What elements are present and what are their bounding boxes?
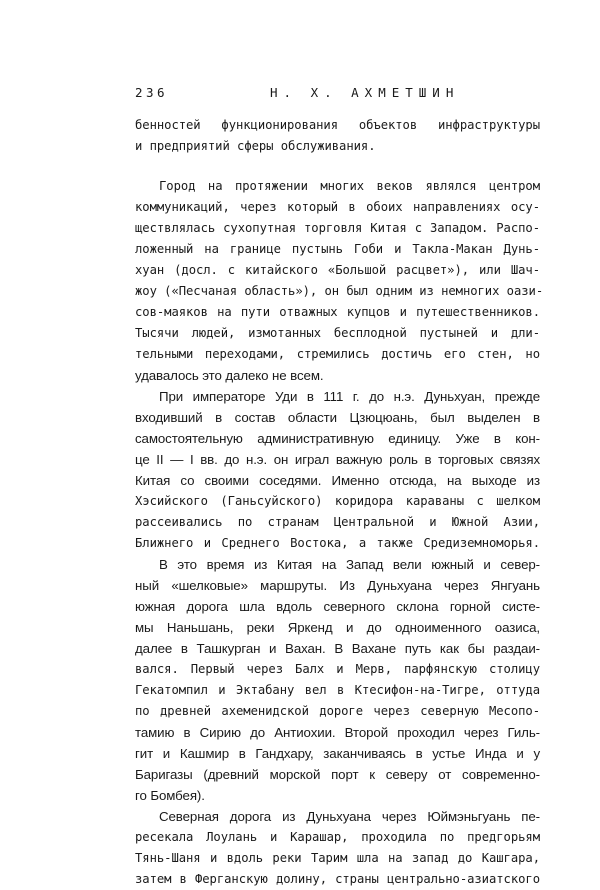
running-head-author: Н. Х. АХМЕТШИН (270, 85, 460, 100)
text-line: рассеивались по странам Центральной и Южной Азии, (135, 515, 540, 529)
text-line: далее в Ташкурган и Вахан. В Вахане путь как бы раздаи- (135, 641, 540, 656)
text-line: мы Наньшань, реки Яркенд и до одноименного оазиса, (135, 620, 540, 635)
text-line: по древней ахеменидской дороге через северную Месопо- (135, 704, 540, 718)
text-line: Гекатомпил и Эктабану вел в Ктесифон-на-Тигре, оттуда (135, 683, 540, 697)
paragraph (135, 554, 540, 806)
text-line: ложенный на границе пустынь Гоби и Такла-Макан Дунь- (135, 242, 540, 256)
text-line: ществлялась сухопутная торговля Китая с Западом. Распо- (135, 221, 540, 235)
text-line: ный «шелковые» маршруты. Из Дуньхуана через Янгуань (135, 578, 540, 593)
text-line: южная дорога шла вдоль северного склона горной систе- (135, 599, 540, 614)
text-line: ресекала Лоулань и Карашар, проходила по предгорьям (135, 830, 540, 844)
paragraph (135, 806, 540, 890)
text-line: Тысячи людей, измотанных бесплодной пустыней и дли- (135, 326, 540, 340)
text-line: го Бомбея). (135, 788, 205, 803)
text-line: гит и Кашмир в Гандхару, заканчиваясь в устье Инда и у (135, 746, 540, 761)
paragraph-continuation (135, 115, 540, 157)
text-line: жоу («Песчаная область»), он был одним из немногих оази- (135, 284, 544, 298)
text-line: Ближнего и Среднего Востока, а также Средиземноморья. (135, 536, 540, 550)
text-line: и предприятий сферы обслуживания. (135, 139, 376, 153)
text-line: входивший в состав области Цзюцюань, был выделен в (135, 410, 540, 425)
text-line: тельными переходами, стремились достичь его стен, но (135, 347, 540, 361)
text-line: Город на протяжении многих веков являлся центром (159, 179, 540, 193)
text-line: бенностей функционирования объектов инфраструктуры (135, 118, 540, 132)
text-line: тамию в Сирию до Антиохии. Второй проходил через Гиль- (135, 725, 540, 740)
text-line: це II — I вв. до н.э. он играл важную роль в торговых связях (135, 452, 540, 467)
text-line: самостоятельную административную единицу. Уже в кон- (135, 431, 540, 446)
text-line: При императоре Уди в 111 г. до н.э. Дуньхуан, прежде (159, 389, 540, 404)
text-line: Тянь-Шаня и вдоль реки Тарим шла на запад до Кашгара, (135, 851, 540, 865)
paragraph (135, 176, 544, 386)
text-line: хуан (досл. с китайского «Большой расцвет»), или Шач- (135, 263, 540, 277)
body-text (135, 115, 544, 890)
text-line: вался. Первый через Балх и Мерв, парфянскую столицу (135, 662, 540, 676)
paragraph-gap (135, 157, 540, 176)
text-line: Баригазы (древний морской порт к северу от современно- (135, 767, 540, 782)
running-head (135, 85, 470, 105)
text-line: удавалось это далеко не всем. (135, 368, 324, 383)
text-line: Северная дорога из Дуньхуана через Юймэньгуань пе- (159, 809, 540, 824)
paragraph (135, 386, 540, 554)
text-line: В это время из Китая на Запад вели южный и север- (159, 557, 540, 572)
page-number: 236 (135, 85, 169, 100)
text-line: сов-маяков на пути отважных купцов и путешественников. (135, 305, 540, 319)
text-line: Хэсийского (Ганьсуйского) коридора караваны с шелком (135, 494, 540, 508)
text-line: коммуникаций, через который в обоих направлениях осу- (135, 200, 540, 214)
text-line: Китая со своими соседями. Именно отсюда, на выходе из (135, 473, 540, 488)
text-line: затем в Ферганскую долину, страны центрально-азиатского (135, 872, 540, 886)
